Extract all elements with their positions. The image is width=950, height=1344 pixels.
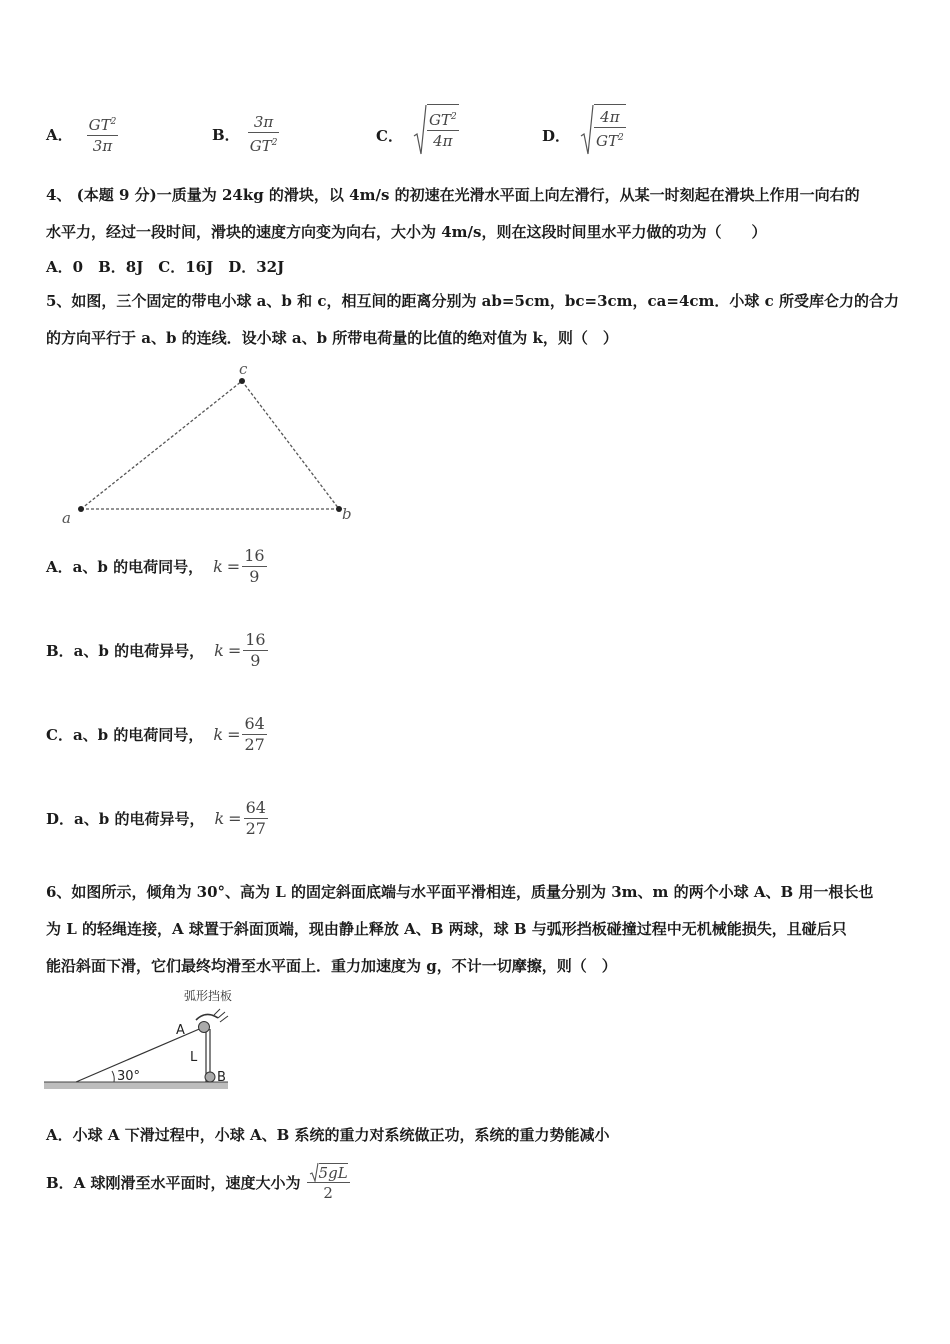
q3-option-b[interactable] <box>212 112 279 156</box>
sqrt-expression <box>413 104 459 156</box>
baffle-hatch-3 <box>220 1016 228 1022</box>
denominator: 4π <box>433 132 453 150</box>
q6-line-3: 能沿斜面下滑，它们最终均滑至水平面上．重力加速度为 g，不计一切摩擦，则（ ） <box>46 957 617 975</box>
k-expression <box>213 546 266 587</box>
numerator <box>307 1162 350 1183</box>
radicand: 5gL <box>318 1164 348 1182</box>
q4-line-2: 水平力，经过一段时间，滑块的速度方向变为向右，大小为 4m/s，则在这段时间里水平力做的功为（ ） <box>46 223 767 241</box>
fraction <box>594 104 626 156</box>
k-expression <box>214 798 267 839</box>
denominator: GT <box>596 132 619 150</box>
sqrt-expression <box>580 104 626 156</box>
fraction <box>242 714 266 755</box>
option-label: D． <box>542 126 571 145</box>
fraction <box>243 630 267 671</box>
numerator: GT <box>428 111 451 129</box>
question-4 <box>46 177 906 283</box>
q3-option-c[interactable] <box>376 104 459 156</box>
baffle-label: 弧形挡板 <box>184 989 233 1003</box>
denominator: 2 <box>323 1184 333 1202</box>
label-B: B <box>217 1070 226 1085</box>
angle-label: 30° <box>117 1069 141 1084</box>
charge-a <box>78 506 84 512</box>
label-A: A <box>176 1023 185 1038</box>
q6-option-b[interactable] <box>46 1162 350 1203</box>
sqrt-sign-icon <box>580 104 594 156</box>
numerator: GT <box>88 116 111 134</box>
option-text: A．a、b 的电荷同号， <box>46 558 204 576</box>
denominator: 27 <box>245 819 266 838</box>
baffle-hatch-2 <box>218 1012 225 1018</box>
q6-option-a[interactable]: A．小球 A 下滑过程中，小球 A、B 系统的重力对系统做正功，系统的重力势能减小 <box>46 1126 610 1144</box>
numerator: 64 <box>245 798 266 817</box>
q4-line-1: 4、 (本题 9 分)一质量为 24kg 的滑块，以 4m/s 的初速在光滑水平面上向左滑行，从某一时刻起在滑块上作用一向右的 <box>46 186 860 204</box>
denominator: 27 <box>244 735 265 754</box>
q5-line-1: 5、如图，三个固定的带电小球 a、b 和 c，相互间的距离分别为 ab=5cm，bc=3cm，ca=4cm．小球 c 所受库仑力的合力 <box>46 292 899 310</box>
q6-line-1: 6、如图所示，倾角为 30°、高为 L 的固定斜面底端与水平面平滑相连，质量分别为 3m、m 的两个小球 A、B 用一根长也 <box>46 883 874 901</box>
q4-options[interactable]: A．0 B．8J C．16J D．32J <box>46 258 285 276</box>
option-text: D．a、b 的电荷异号， <box>46 810 205 828</box>
equals: = <box>226 557 241 576</box>
sqrt-sign-icon <box>413 104 427 156</box>
q5-option-a[interactable] <box>46 546 267 587</box>
fraction <box>87 112 119 156</box>
q5-option-d[interactable] <box>46 798 268 839</box>
baffle-hatch-1 <box>214 1009 220 1015</box>
option-label: A． <box>46 125 73 144</box>
q5-triangle-figure <box>46 360 366 530</box>
fraction <box>427 104 459 156</box>
label-a: a <box>62 509 71 527</box>
label-b: b <box>342 505 352 523</box>
ball-A <box>199 1022 210 1033</box>
exponent: 2 <box>618 133 624 143</box>
option-text: C．a、b 的电荷同号， <box>46 726 204 744</box>
fraction <box>242 546 266 587</box>
q5-option-c[interactable] <box>46 714 267 755</box>
denominator: GT <box>249 137 272 155</box>
k-symbol: k <box>214 641 224 660</box>
option-text: B．a、b 的电荷异号， <box>46 642 205 660</box>
q6-line-2: 为 L 的轻绳连接，A 球置于斜面顶端，现由静止释放 A、B 两球，球 B 与弧形挡板碰撞过程中无机械能损失，且碰后只 <box>46 920 847 938</box>
label-c: c <box>239 360 248 378</box>
arc-baffle <box>196 1014 218 1020</box>
side-ca <box>81 381 242 509</box>
q3-option-d[interactable] <box>542 104 626 156</box>
equals: = <box>227 725 241 744</box>
denominator: 3π <box>92 137 113 155</box>
denominator: 9 <box>249 567 260 586</box>
side-cb <box>242 381 339 509</box>
option-text: B．A 球刚滑至水平面时，速度大小为 <box>46 1174 301 1192</box>
fraction <box>248 112 280 156</box>
k-expression <box>213 714 266 755</box>
fraction <box>244 798 268 839</box>
equals: = <box>228 809 242 828</box>
exponent: 2 <box>110 117 117 127</box>
question-5 <box>46 283 906 357</box>
numerator: 3π <box>248 112 280 133</box>
q3-option-a[interactable] <box>46 112 118 156</box>
sqrt-sign-icon <box>309 1162 319 1182</box>
option-label: C． <box>376 126 403 145</box>
option-label: B． <box>212 125 240 144</box>
numerator: 64 <box>244 714 265 733</box>
k-symbol: k <box>214 809 225 828</box>
denominator: 9 <box>250 651 261 670</box>
q6-incline-figure <box>44 984 244 1096</box>
numerator: 4π <box>594 107 626 128</box>
q3-options-row <box>46 104 746 160</box>
fraction <box>307 1162 350 1203</box>
numerator: 16 <box>244 546 265 565</box>
angle-arc <box>112 1071 114 1082</box>
equals: = <box>227 641 242 660</box>
numerator: 16 <box>245 630 266 649</box>
k-expression <box>214 630 267 671</box>
q5-line-2: 的方向平行于 a、b 的连线．设小球 a、b 所带电荷量的比值的绝对值为 k，则（ ） <box>46 329 618 347</box>
k-symbol: k <box>213 725 224 744</box>
exponent: 2 <box>271 138 278 148</box>
q5-option-b[interactable] <box>46 630 268 671</box>
ball-B <box>205 1072 215 1082</box>
charge-c <box>239 378 245 384</box>
k-symbol: k <box>213 557 223 576</box>
exponent: 2 <box>450 112 457 122</box>
label-L: L <box>190 1050 198 1065</box>
question-6 <box>46 874 906 985</box>
